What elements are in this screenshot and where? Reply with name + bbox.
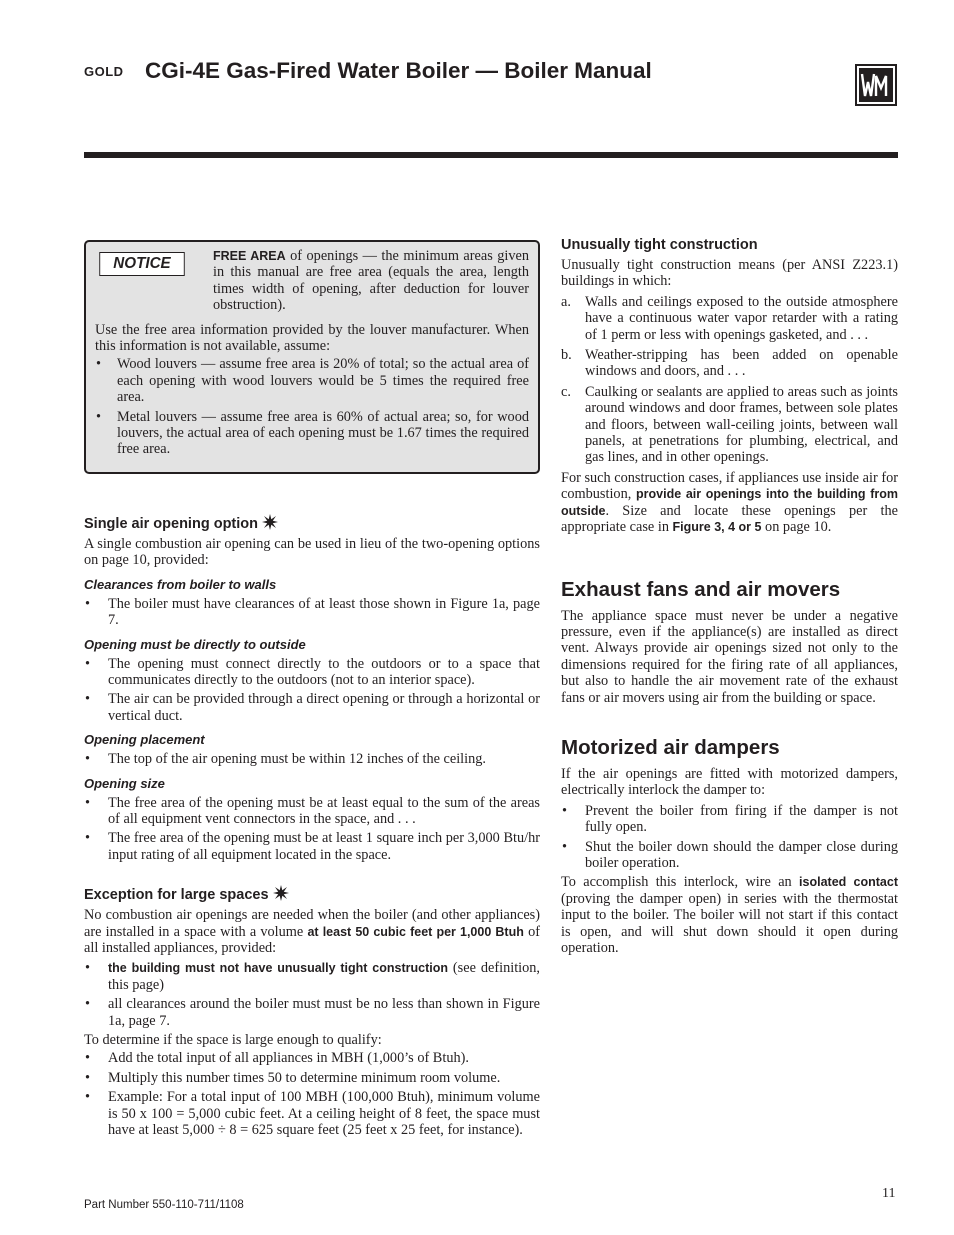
free-area-term: FREE AREA <box>213 249 286 263</box>
single-air-intro: A single combustion air opening can be used in lieu of the two-opening options on page 10, provided: <box>84 535 540 569</box>
list-item: • the building must not have unusually tight construction (see definition, this page) <box>84 960 540 993</box>
exception-intro: No combustion air openings are needed when the boiler (and other appliances) are installed in a space with a volume at least 50 cubic feet per 1,000 Btuh of all installed appliances, provided: <box>84 907 541 956</box>
page-number: 11 <box>882 1186 896 1201</box>
exception-heading: Exception for large spaces <box>84 885 540 904</box>
list-item: • Metal louvers — assume free area is 60% of actual area; so, for wood louvers, the actual area of each opening must be 1.67 times the required free area. <box>95 409 529 458</box>
list-item: • Example: For a total input of 100 MBH (100,000 Btuh), minimum volume is 50 x 100 = 5,000 cubic feet. At a ceiling height of 8 feet, the space must have at least 5,000 ÷ 8 = 625 square feet (25 feet x 25 feet, for instance). <box>84 1089 540 1138</box>
brand-gold-label: GOLD <box>84 64 124 79</box>
clearances-heading: Clearances from boiler to walls <box>84 576 277 592</box>
clearances-list <box>84 596 540 629</box>
tight-intro: Unusually tight construction means (per ANSI Z223.1) buildings in which: <box>561 257 898 290</box>
part-number: Part Number 550-110-711/1108 <box>84 1199 244 1211</box>
tight-construction-heading: Unusually tight construction <box>561 237 758 253</box>
left-column <box>84 240 540 1141</box>
list-item: a. Walls and ceilings exposed to the outside atmosphere have a continuous water vapor retarder with a rating of 1 perm or less with openings gasketed, and . . . <box>561 293 898 343</box>
star-icon <box>273 885 289 901</box>
list-item: • Add the total input of all appliances in MBH (1,000’s of Btuh). <box>84 1050 540 1066</box>
list-item: • Wood louvers — assume free area is 20% of total; so the actual area of each opening with wood louvers would be 5 times the required free area. <box>95 356 529 405</box>
list-item: • Multiply this number times 50 to determine minimum room volume. <box>84 1070 540 1086</box>
size-list <box>84 795 540 864</box>
dampers-closing: To accomplish this interlock, wire an isolated contact (proving the damper open) in series with the thermostat input to the boiler. The boiler will not start if this contact is open, and will shut down should it open during operation. <box>561 874 898 956</box>
weil-mclain-logo-icon <box>855 64 897 106</box>
right-column <box>561 236 898 956</box>
list-item: • The air can be provided through a direct opening or through a horizontal or vertical duct. <box>84 691 540 724</box>
header-rule <box>84 152 898 158</box>
dampers-intro: If the air openings are fitted with motorized dampers, electrically interlock the damper to: <box>561 765 898 799</box>
free-area-text: of openings — the minimum areas given in this manual are free area (equals the area, length times width of opening, after deduction for louver obstruction). <box>213 248 530 314</box>
list-item: c. Caulking or sealants are applied to areas such as joints around windows and door frames, between sole plates and floors, between wall-ceiling joints, between wall panels, at penetrations for plumbing, electrical, and gas lines, and in other openings. <box>561 383 898 466</box>
size-heading: Opening size <box>84 775 165 791</box>
determine-list <box>84 1050 540 1138</box>
list-item: b. Weather-stripping has been added on openable windows and doors, and . . . <box>561 347 898 380</box>
tight-list <box>561 294 898 466</box>
exception-list <box>84 960 540 1029</box>
tight-closing: For such construction cases, if appliances use inside air for combustion, provide air openings into the building from outside. Size and locate these openings per the appropriate case in Figure 3, 4 or 5 on page 10. <box>561 469 898 536</box>
placement-heading: Opening placement <box>84 732 205 748</box>
louver-info-text: Use the free area information provided by the louver manufacturer. When this information is not available, assume: <box>95 321 529 355</box>
free-area-paragraph <box>213 248 529 314</box>
exhaust-text: The appliance space must never be under a negative pressure, even if the appliance(s) are installed as direct vent. Always provide air openings sized not only to the dimensions required for the firing rate of all appliances, but also to handle the air movement rate of the exhaust fans or air movers using air from the building or space. <box>561 607 898 706</box>
single-air-heading: Single air opening option <box>84 514 540 533</box>
outside-heading: Opening must be directly to outside <box>84 636 306 652</box>
list-item: • The top of the air opening must be within 12 inches of the ceiling. <box>84 751 540 767</box>
notice-box <box>84 240 540 474</box>
exhaust-heading: Exhaust fans and air movers <box>561 577 841 601</box>
dampers-list <box>561 803 898 872</box>
list-item: • The opening must connect directly to the outdoors or to a space that communicates directly to the outdoors (not to an interior space). <box>84 656 540 689</box>
list-item: • The free area of the opening must be at least 1 square inch per 3,000 Btu/hr input rating of all equipment located in the space. <box>84 830 540 863</box>
list-item: • all clearances around the boiler must must be no less than shown in Figure 1a, page 7. <box>84 996 540 1029</box>
list-item: • The boiler must have clearances of at least those shown in Figure 1a, page 7. <box>84 596 540 629</box>
placement-list <box>84 751 540 767</box>
list-item: • Prevent the boiler from firing if the damper is not fully open. <box>561 803 898 836</box>
notice-label: NOTICE <box>99 252 185 276</box>
outside-list <box>84 656 540 725</box>
list-item: • Shut the boiler down should the damper close during boiler operation. <box>561 839 898 872</box>
star-icon <box>262 514 278 530</box>
louver-list <box>95 356 529 457</box>
dampers-heading: Motorized air dampers <box>561 735 780 759</box>
list-item: • The free area of the opening must be at least equal to the sum of the areas of all equipment vent connectors in the space, and . . . <box>84 795 540 828</box>
determine-text: To determine if the space is large enough to qualify: <box>84 1032 382 1048</box>
page-title: CGi-4E Gas-Fired Water Boiler — Boiler Manual <box>145 58 652 83</box>
